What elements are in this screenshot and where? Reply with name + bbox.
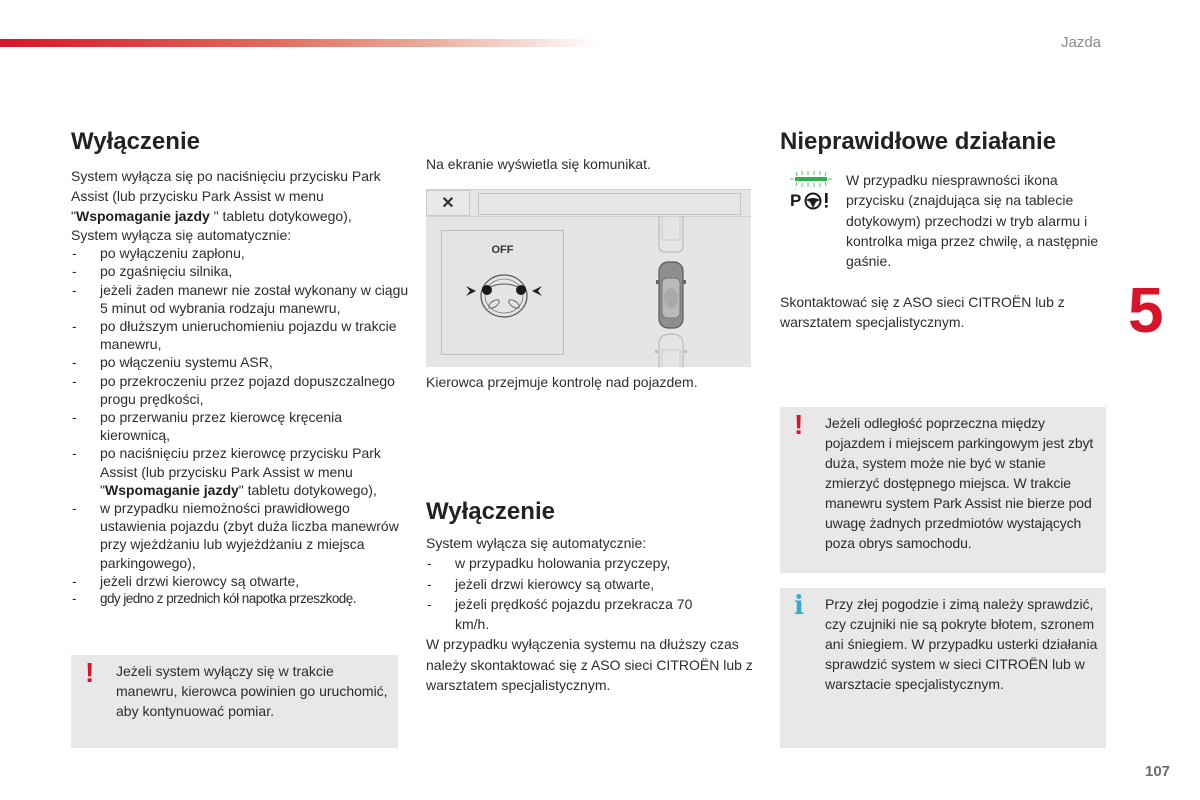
list-item xyxy=(71,444,411,499)
parked-car-front-icon xyxy=(659,216,683,252)
page-number: 107 xyxy=(1145,763,1171,780)
right-column xyxy=(780,128,1110,332)
park-assist-status-panel xyxy=(441,230,564,355)
section-title: Wyłączenie xyxy=(426,498,555,525)
message-bar xyxy=(478,193,741,215)
auto-off-list xyxy=(71,244,411,608)
svg-text:P: P xyxy=(790,191,802,210)
close-button xyxy=(426,190,470,216)
list-item: - w przypadku holowania przyczepy, xyxy=(426,553,756,573)
auto-off-intro: System wyłącza się automatycznie: xyxy=(71,227,292,243)
list-item: - jeżeli prędkość pojazdu przekracza 70 km/h. xyxy=(426,594,706,635)
warning-icon: ! xyxy=(85,657,95,688)
park-assist-alarm-icon xyxy=(788,170,834,216)
list-item-text-end: " tabletu dotykowego), xyxy=(238,481,377,498)
list-item: - po dłuższym unieruchomieniu pojazdu w trakcie manewru, xyxy=(71,317,411,353)
warning-note-text: Jeżeli system wyłączy się w trakcie manewru, kierowca powinien go uruchomić, aby kontynuować pomiar. xyxy=(116,663,388,719)
malfunction-text: W przypadku niesprawności ikona przycisku (znajdująca się na tablecie dotykowym) przechodzi w tryb alarmu i kontrolka miga przez chwilę, a następnie gaśnie. xyxy=(846,172,1099,270)
list-item: - po wyłączeniu zapłonu, xyxy=(71,244,411,262)
list-item: - jeżeli drzwi kierowcy są otwarte, xyxy=(71,572,411,590)
intro-bold-menu: Wspomaganie jazdy xyxy=(75,208,210,224)
list-item: - po przerwaniu przez kierowcę kręcenia kierownicą, xyxy=(71,408,411,444)
list-item: - jeżeli drzwi kierowcy są otwarte, xyxy=(426,574,756,594)
list-item: - gdy jedno z przednich kół napotka przeszkodę. xyxy=(71,590,411,608)
list-item-bold: Wspomaganie jazdy xyxy=(104,481,239,498)
middle-section-auto-off xyxy=(426,498,756,695)
chapter-number: 5 xyxy=(1128,274,1163,346)
intro-text-end: " tabletu dotykowego), xyxy=(209,208,352,224)
intro-text: System wyłącza się po naciśnięciu przycisku Park Assist (lub przycisku Park Assist w menu " xyxy=(71,168,381,224)
malfunction-block xyxy=(780,170,1110,270)
info-icon: i xyxy=(794,591,804,621)
warning-note-text: Jeżeli odległość poprzeczna między pojazdem i miejscem parkingowym jest zbyt duża, system może nie być w stanie zmierzyć dostępnego miejsca. W trakcie manewru system Park Assist nie bierze pod uwagę żadnych przedmiotów wystających poza obrys samochodu. xyxy=(825,415,1094,551)
list-item: - jeżeli żaden manewr nie został wykonany w ciągu 5 minut od wybrania rodzaju manewru, xyxy=(71,281,411,317)
section-intro: System wyłącza się automatycznie: xyxy=(426,535,647,551)
auto-off-list xyxy=(426,553,756,634)
section-outro: W przypadku wyłączenia systemu na dłuższy czas należy skontaktować się z ASO sieci CITROËN lub z warsztatem specjalistycznym. xyxy=(426,636,753,694)
section-label: Jazda xyxy=(1061,34,1102,51)
header-accent-bar xyxy=(0,39,600,47)
parked-car-rear-icon xyxy=(655,334,687,368)
warning-note xyxy=(780,407,1106,573)
steering-wheel-icon xyxy=(464,264,544,324)
contact-text: Skontaktować się z ASO sieci CITROËN lub z warsztatem specjalistycznym. xyxy=(780,294,1065,330)
close-icon: ✕ xyxy=(441,195,455,212)
list-item: - po włączeniu systemu ASR, xyxy=(71,353,411,371)
own-car-icon xyxy=(656,262,686,328)
list-item: - po przekroczeniu przez pojazd dopuszczalnego progu prędkości, xyxy=(71,372,411,408)
touchscreen-illustration xyxy=(426,189,751,367)
screen-caption-bottom: Kierowca przejmuje kontrolę nad pojazdem. xyxy=(426,374,698,390)
info-note-text: Przy złej pogodzie i zimą należy sprawdzić, czy czujniki nie są pokryte błotem, szronem ani śniegiem. W przypadku usterki działania sprawdzić system w sieci CITROËN lub w warsztacie specjalistycznym. xyxy=(825,596,1098,692)
warning-icon: ! xyxy=(794,409,804,440)
intro-paragraph xyxy=(71,166,411,226)
list-item: - w przypadku niemożności prawidłowego ustawienia pojazdu (zbyt duża liczba manewrów przy wjeżdżaniu lub wyjeżdżaniu z miejsca parkingowego), xyxy=(71,499,411,572)
left-column xyxy=(71,128,411,608)
list-item-text: po naciśnięciu przez kierowcę przycisku Park Assist (lub przycisku Park Assist w menu " xyxy=(100,445,381,498)
warning-note xyxy=(71,655,398,748)
screen-caption-top: Na ekranie wyświetla się komunikat. xyxy=(426,156,651,172)
middle-column xyxy=(426,155,756,173)
info-note xyxy=(780,588,1106,748)
list-item: - po zgaśnięciu silnika, xyxy=(71,262,411,280)
section-title: Wyłączenie xyxy=(71,128,200,155)
screen-divider xyxy=(426,216,751,217)
status-label: OFF xyxy=(491,244,514,256)
section-title: Nieprawidłowe działanie xyxy=(780,128,1057,155)
parking-cars-illustration xyxy=(651,216,691,368)
